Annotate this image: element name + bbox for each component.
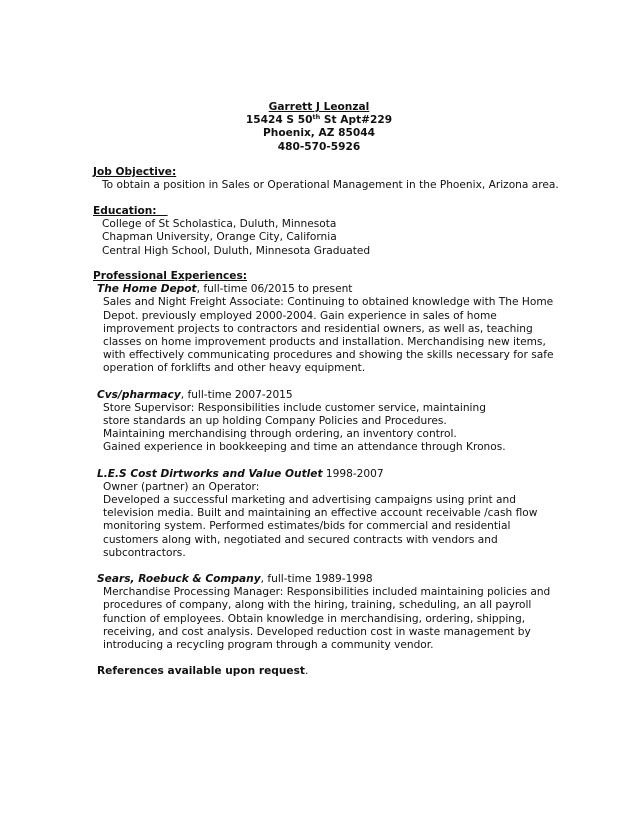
job-line: classes on home improvement products and installation. Merchandising new items,: [103, 336, 546, 349]
applicant-city: Phoenix, AZ 85044: [263, 127, 375, 140]
job-line: Gained experience in bookkeeping and time an attendance through Kronos.: [103, 441, 506, 454]
job-line: Maintaining merchandising through ordering, an inventory control.: [103, 428, 457, 441]
job-line: improvement projects to contractors and residential owners, as well as, teaching: [103, 322, 533, 335]
company-name: Sears, Roebuck & Company: [97, 573, 261, 586]
job-detail: 1998-2007: [322, 467, 384, 480]
address-number: 15424 S 50: [245, 114, 313, 127]
education-item: College of St Scholastica, Duluth, Minnesota: [102, 218, 337, 231]
address-rest: St Apt#229: [320, 114, 393, 127]
job-line: receiving, and cost analysis. Developed reduction cost in waste management by: [103, 625, 531, 638]
spacer: [93, 652, 563, 665]
job-detail: , full-time 1989-1998: [260, 573, 373, 586]
spacer: [93, 560, 563, 573]
job-description: [93, 296, 563, 375]
job-line: Store Supervisor: Responsibilities include customer service, maintaining: [103, 401, 486, 414]
education-item: Chapman University, Orange City, California: [102, 231, 337, 244]
spacer: [93, 455, 563, 468]
job-heading: [93, 283, 563, 296]
job-line: store standards an up holding Company Policies and Procedures.: [103, 415, 447, 428]
job-line: Merchandise Processing Manager: Responsibilities included maintaining policies and: [103, 586, 551, 599]
education-title-text: Education:: [93, 205, 157, 217]
job-line: television media. Built and maintaining an effective account receivable /cash flow: [103, 507, 538, 520]
job-line: Owner (partner) an Operator:: [103, 480, 260, 493]
company-name: The Home Depot: [97, 283, 197, 296]
applicant-name: Garrett J Leonzal: [268, 101, 370, 113]
job-description: [93, 586, 563, 652]
job-line: Developed a successful marketing and advertising campaigns using print and: [103, 494, 516, 507]
job-line: Sales and Night Freight Associate: Continuing to obtained knowledge with The Home: [103, 296, 554, 309]
job-line: operation of forklifts and other heavy equipment.: [103, 362, 366, 375]
job-description: [93, 481, 563, 560]
job-line: Depot. previously employed 2000-2004. Gain experience in sales of home: [103, 309, 497, 322]
job-line: introducing a recycling program through a community vendor.: [103, 639, 434, 652]
job-description: [93, 402, 563, 455]
objective-title: Job Objective:: [93, 166, 177, 178]
job-line: function of employees. Obtain knowledge in merchandising, ordering, shipping,: [103, 612, 526, 625]
company-name: L.E.S Cost Dirtworks and Value Outlet: [97, 467, 323, 480]
experience-title: Professional Experiences:: [93, 270, 248, 282]
resume-header: [0, 101, 638, 154]
job-entry: [93, 468, 563, 560]
job-line: procedures of company, along with the hiring, training, scheduling, an all payroll: [103, 599, 532, 612]
applicant-address: [0, 114, 638, 127]
applicant-phone: 480-570-5926: [277, 140, 361, 153]
job-line: with effectively communicating procedures and showing the skills necessary for safe: [103, 349, 554, 362]
company-name: Cvs/pharmacy: [97, 388, 181, 401]
address-superscript: th: [312, 113, 321, 122]
job-detail: , full-time 2007-2015: [180, 388, 293, 401]
education-title: [93, 205, 563, 218]
objective-text: To obtain a position in Sales or Operational Management in the Phoenix, Arizona area.: [102, 179, 559, 192]
objective-section: [93, 166, 563, 192]
job-line: monitoring system. Performed estimates/bids for commercial and residential: [103, 520, 511, 533]
job-entry: [93, 283, 563, 375]
job-heading: [93, 468, 563, 481]
references-note: [93, 665, 563, 678]
job-heading: [93, 389, 563, 402]
references-text: References available upon request: [97, 665, 305, 678]
education-section: [93, 205, 563, 258]
job-detail: , full-time 06/2015 to present: [196, 283, 353, 296]
experience-section: [93, 270, 563, 678]
job-entry: [93, 573, 563, 652]
spacer: [93, 376, 563, 389]
education-item: Central High School, Duluth, Minnesota Graduated: [102, 244, 371, 257]
job-line: subcontractors.: [103, 546, 186, 559]
job-line: customers along with, negotiated and secured contracts with vendors and: [103, 533, 498, 546]
job-heading: [93, 573, 563, 586]
references-punct: .: [304, 665, 309, 678]
job-entry: [93, 389, 563, 455]
